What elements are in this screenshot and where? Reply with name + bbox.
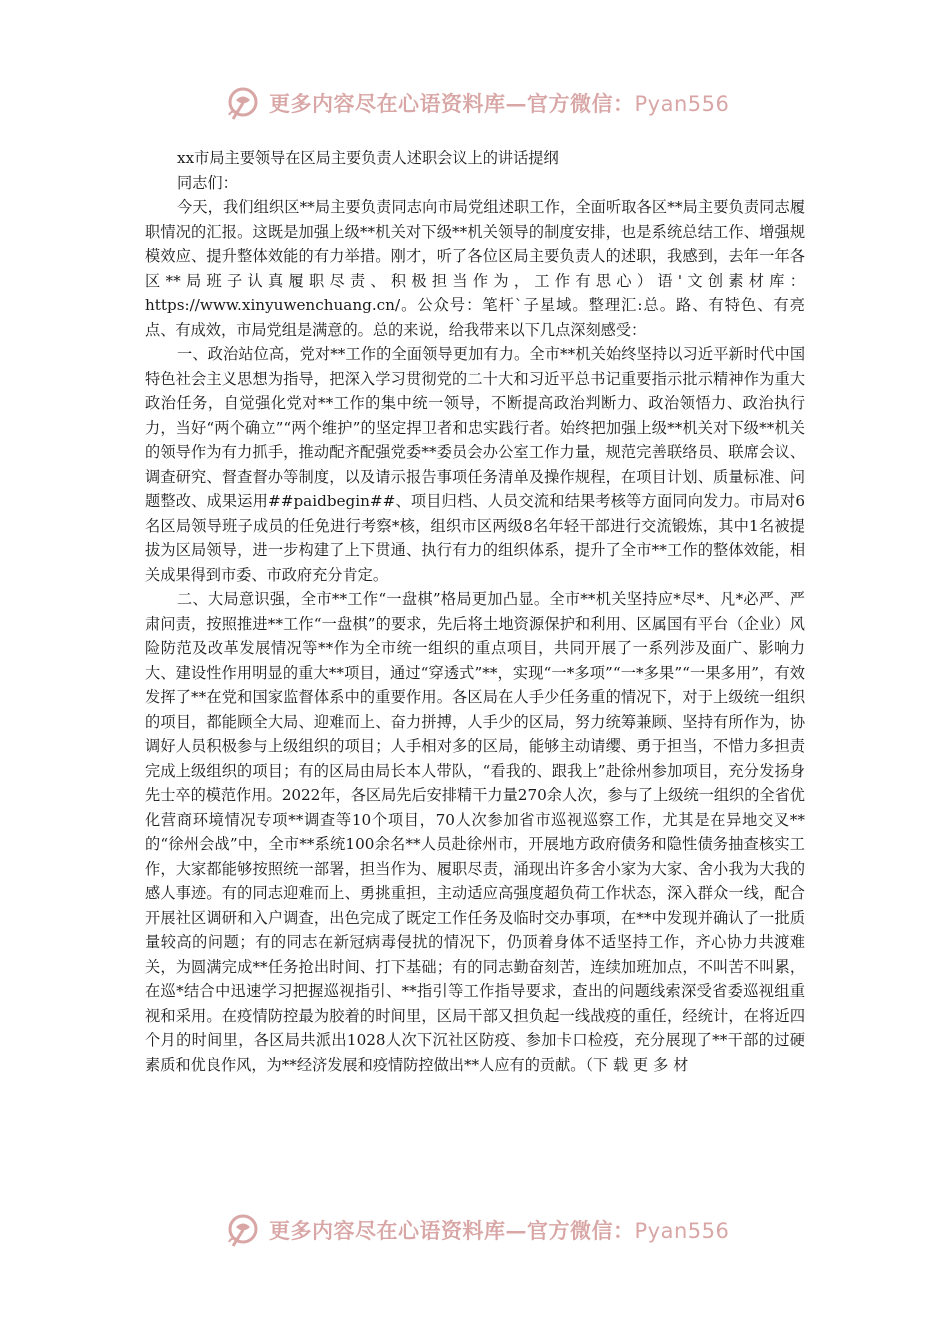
- salutation: 同志们：: [177, 173, 238, 192]
- watermark-text: 更多内容尽在心语资料库—官方微信：Pyan556: [269, 91, 730, 116]
- watermark-id: Pyan556: [634, 1219, 730, 1243]
- watermark-text: 更多内容尽在心语资料库—官方微信：Pyan556: [269, 1218, 730, 1243]
- rose-logo-icon: [225, 1210, 265, 1250]
- paragraph-intro: 今天，我们组织区**局主要负责同志向市局党组述职工作，全面听取各区**局主要负责同志履职情况的汇报。这既是加强上级**机关对下级**机关领导的制度安排，也是系统总结工作、增强规模效应、提升整体效能的有力举措。刚才，听了各位区局主要负责人的述职，我感到，去年一年各区**局班子认真履职尽责、积极担当作为，工作有思心）语'文创素材库：https://www.xinyuwenchuang.cn/。公众号：笔杆`子星域。整理汇:总。路、有特色、有亮点、有成效，市局党组是满意的。总的来说，给我带来以下几点深刻感受：: [145, 198, 805, 339]
- watermark-id: Pyan556: [634, 92, 730, 116]
- paragraph-section-one: 一、政治站位高，党对**工作的全面领导更加有力。全市**机关始终坚持以习近平新时代中国特色社会主义思想为指导，把深入学习贯彻党的二十大和习近平总书记重要指示批示精神作为重大政治任务，自觉强化党对**工作的集中统一领导，不断提高政治判断力、政治领悟力、政治执行力，当好“两个确立”“两个维护”的坚定捍卫者和忠实践行者。始终把加强上级**机关对下级**机关的领导作为有力抓手，推动配齐配强党委**委员会办公室工作力量，规范完善联络员、联席会议、调查研究、督查督办等制度，以及请示报告事项任务清单及操作规程，在项目计划、质量标准、问题整改、成果运用##paidbegin##、项目归档、人员交流和结果考核等方面同向发力。市局对6名区局领导班子成员的任免进行考察*核，组织市区两级8名年轻干部进行交流锻炼，其中1名被提拔为区局领导，进一步构建了上下贯通、执行有力的组织体系，提升了全市**工作的整体效能，相关成果得到市委、市政府充分肯定。: [145, 345, 805, 584]
- document-body: [145, 146, 805, 1077]
- paragraph-section-two: 二、大局意识强，全市**工作“一盘棋”格局更加凸显。全市**机关坚持应*尽*、凡*必严、严肃问责，按照推进**工作“一盘棋”的要求，先后将土地资源保护和利用、区属国有平台（企业）风险防范及改革发展情况等**作为全市统一组织的重点项目，共同开展了一系列涉及面广、影响力大、建设性作用明显的重大**项目，通过“穿透式”**，实现“一*多项”“一*多果”“一果多用”，有效发挥了**在党和国家监督体系中的重要作用。各区局在人手少任务重的情况下，对于上级统一组织的项目，都能顾全大局、迎难而上、奋力拼搏，人手少的区局，努力统筹兼顾、坚持有所作为，协调好人员积极参与上级组织的项目；人手相对多的区局，能够主动请缨、勇于担当，不惜力多担责完成上级组织的项目；有的区局由局长本人带队，“看我的、跟我上”赴徐州参加项目，充分发扬身先士卒的模范作用。2022年，各区局先后安排精干力量270余人次，参与了上级统一组织的全省优化营商环境情况专项**调查等10个项目，70人次参加省市巡视巡察工作，尤其是在异地交叉**的“徐州会战”中，全市**系统100余名**人员赴徐州市，开展地方政府债务和隐性债务抽查核实工作，大家都能够按照统一部署，担当作为、履职尽责，涌现出许多舍小家为大家、舍小我为大我的感人事迹。有的同志迎难而上、勇挑重担，主动适应高强度超负荷工作状态，深入群众一线，配合开展社区调研和入户调查，出色完成了既定工作任务及临时交办事项，在**中发现并确认了一批质量较高的问题；有的同志在新冠病毒侵扰的情况下，仍顶着身体不适坚持工作，齐心协力共渡难关，为圆满完成**任务抢出时间、打下基础；有的同志勤奋刻苦，连续加班加点，不叫苦不叫累，在巡*结合中迅速学习把握巡视指引、**指引等工作指导要求，查出的问题线索深受省委巡视组重视和采用。在疫情防控最为胶着的时间里，区局干部又担负起一线战疫的重任，经统计，在将近四个月的时间里，各区局共派出1028人次下沉社区防疫、参加卡口检疫，充分展现了**干部的过硬素质和优良作风，为**经济发展和疫情防控做出**人应有的贡献。（下 载 更 多 材: [145, 590, 805, 1074]
- watermark-banner-bottom: [225, 1210, 745, 1250]
- watermark-banner-top: [225, 83, 745, 123]
- document-title: xx市局主要领导在区局主要负责人述职会议上的讲话提纲: [177, 149, 559, 167]
- rose-logo-icon: [225, 83, 265, 123]
